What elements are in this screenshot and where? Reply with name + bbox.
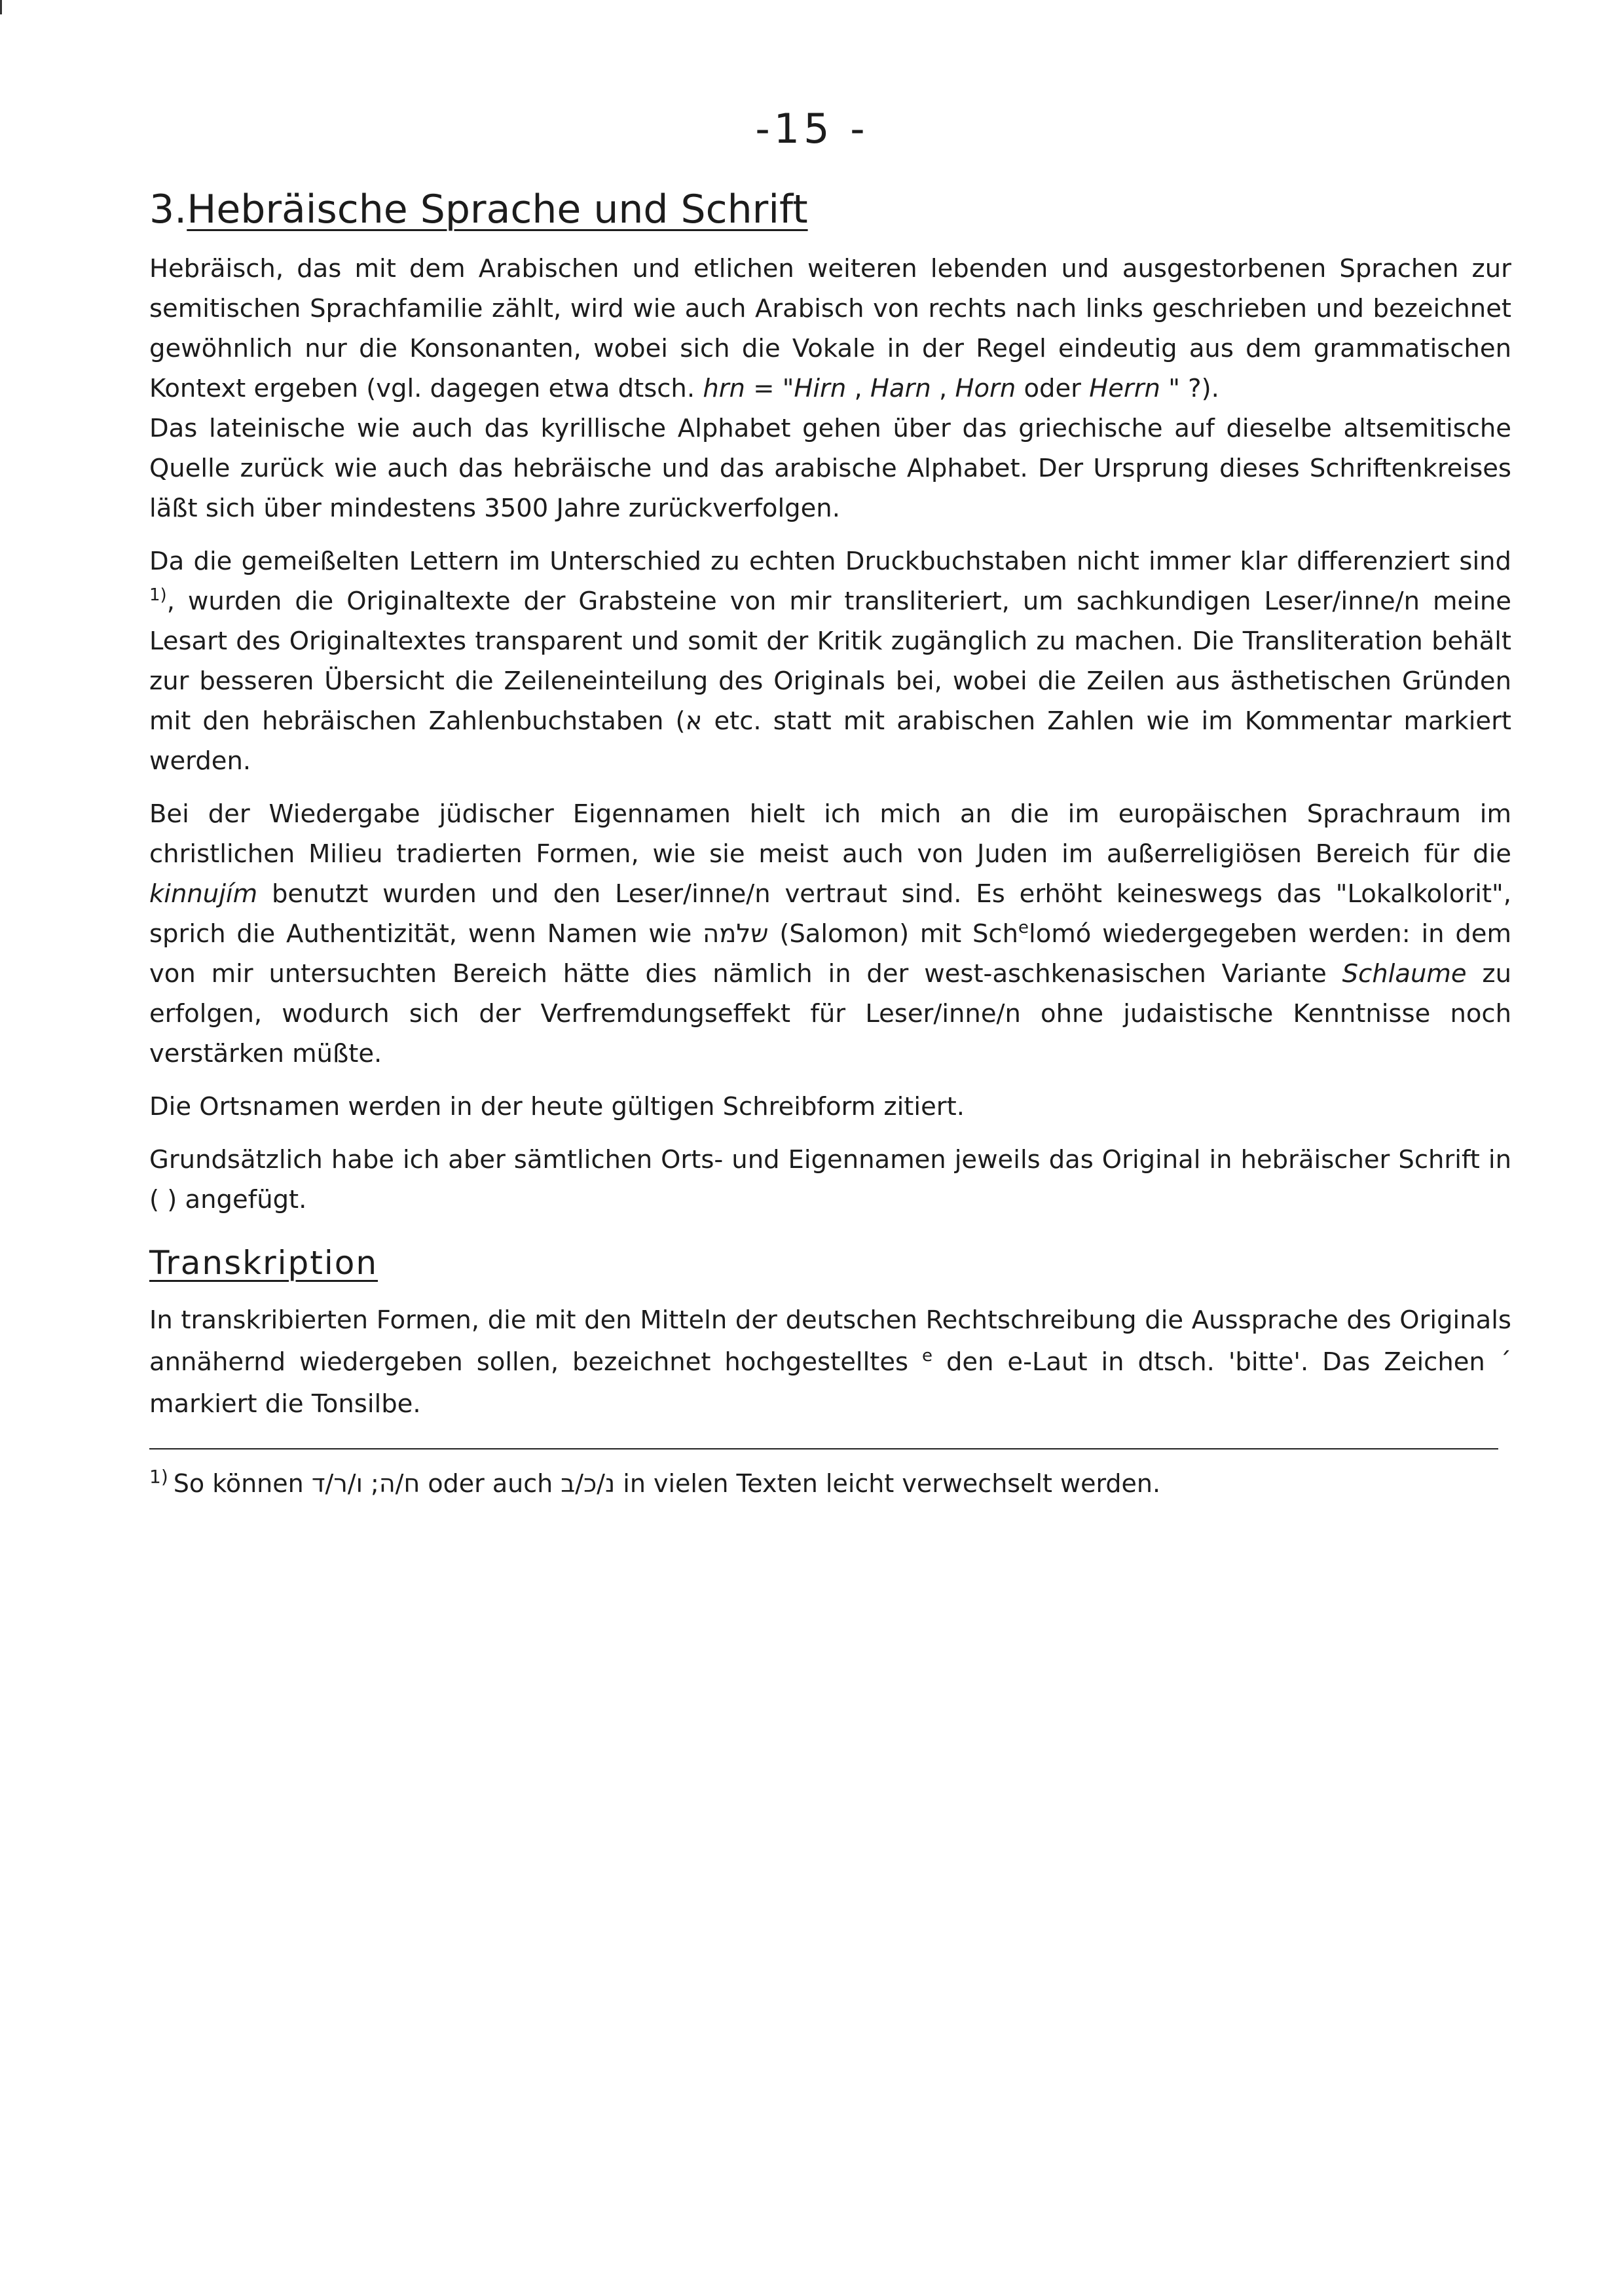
para3-text: Bei der Wiedergabe jüdischer Eigennamen hielt ich mich an die im europäischen Sprachraum im christlichen Milieu tradierten Formen, wie sie meist auch von Juden im außerreligiösen Bereich für die [149, 799, 1511, 869]
example-hirn: Hirn [794, 374, 847, 403]
term-kinnujim: kinnujím [149, 879, 258, 909]
paragraph-transkription [149, 1300, 1511, 1425]
footnote-text: oder auch [420, 1469, 561, 1498]
para1-text-alphabet: Das lateinische wie auch das kyrillische Alphabet gehen über das griechische auf dieselbe altsemitische Quelle zurück wie auch das hebräische und das arabische Alphabet. Der Ursprung dieses Schriftenkreises läßt sich über mindestens 3500 Jahre zurückverfolgen. [149, 414, 1511, 523]
term-schlaume: Schlaume [1342, 959, 1467, 989]
superscript-e: e [1018, 918, 1029, 938]
footnote-divider [149, 1448, 1498, 1449]
footnote-reference: 1) [149, 585, 167, 606]
para1-comma: , [931, 374, 955, 403]
footnote-number: 1) [149, 1466, 168, 1488]
paragraph-hebrew-script [149, 249, 1511, 528]
para1-oder: oder [1016, 374, 1090, 403]
chapter-title [149, 187, 808, 232]
paragraph-proper-names [149, 794, 1511, 1074]
example-harn: Harn [870, 374, 931, 403]
hebrew-letters: ו/ר/ד [311, 1469, 363, 1498]
hebrew-letters: ח/ה [378, 1469, 420, 1498]
para1-text: Hebräisch, das mit dem Arabischen und etlichen weiteren lebenden und ausgestorbenen Sprachen zur semitischen Sprachfamilie zählt, wird wie auch Arabisch von rechts nach links geschrieben und bezeichnet gewöhnlich nur die Konsonanten, wobei sich die Vokale in der Regel eindeutig aus dem grammatischen Kontext ergeben (vgl. dagegen etwa dtsch. [149, 254, 1511, 403]
hebrew-letters: נ/כ/ב [561, 1469, 616, 1498]
para2-text: , wurden die Originaltexte der Grabsteine von mir transliteriert, um sachkundigen Leser/inne/n meine Lesart des Originaltextes transparent und somit der Kritik zugänglich zu machen. Die Transliteration behält zur besseren Übersicht die Zeileneinteilung des Originals bei, wobei die Zeilen aus ästhetischen Gründen mit den hebräischen Zahlenbuchstaben ( [149, 587, 1511, 736]
hebrew-aleph: א [685, 706, 703, 736]
section-heading-transkription: Transkription [149, 1244, 378, 1282]
para2-text: Da die gemeißelten Lettern im Unterschied zu echten Druckbuchstaben nicht immer klar differenziert sind [149, 547, 1511, 576]
transkription-text [149, 1300, 1511, 1425]
scan-margin-mark [0, 0, 2, 14]
transkription-text-part: In transkribierten Formen, die mit den Mitteln der deutschen Rechtschreibung die Aussprache des Originals annähernd wiedergeben sollen, bezeichnet hochgestelltes [149, 1305, 1511, 1377]
transkription-text-part: den e-Laut in dtsch. 'bitte'. Das Zeichen ´ markiert die Tonsilbe. [149, 1347, 1512, 1419]
chapter-number: 3. [149, 187, 187, 232]
example-herrn: Herrn [1089, 374, 1160, 403]
paragraph-place-names: Die Ortsnamen werden in der heute gültigen Schreibform zitiert. [149, 1092, 965, 1121]
para3-text: zu erfolgen, wodurch sich der Verfremdungseffekt für Leser/inne/n ohne judaistische Kenntnisse noch verstärken müßte. [149, 959, 1511, 1068]
page-number: -15 - [755, 105, 869, 153]
footnote [149, 1465, 1160, 1502]
footnote-text: in vielen Texten leicht verwechselt werden. [615, 1469, 1161, 1498]
superscript-e: e [922, 1346, 933, 1366]
para3-text: lomó wiedergegeben werden: in dem von mir untersuchten Bereich hätte dies nämlich in der west-aschkenasischen Variante [149, 919, 1511, 989]
paragraph-transliteration [149, 541, 1511, 781]
example-hrn: hrn [703, 374, 745, 403]
para1-eq: = " [745, 374, 794, 403]
hebrew-shlomo: שלמה [703, 919, 769, 949]
para3-text: benutzt wurden und den Leser/inne/n vertraut sind. Es erhöht keineswegs das "Lokalkolorit", sprich die Authentizität, wenn Namen wie [149, 879, 1511, 949]
para3-text: (Salomon) mit Sch [768, 919, 1019, 949]
body-text [149, 249, 1511, 1233]
para2-text: etc. statt mit arabischen Zahlen wie im Kommentar markiert werden. [149, 706, 1512, 776]
footnote-text: ; [362, 1469, 379, 1498]
para1-end: " ?). [1160, 374, 1219, 403]
footnote-text: So können [173, 1469, 312, 1498]
example-horn: Horn [955, 374, 1016, 403]
chapter-title-text: Hebräische Sprache und Schrift [187, 187, 808, 232]
para1-comma: , [846, 374, 871, 403]
paragraph-original-script: Grundsätzlich habe ich aber sämtlichen Orts- und Eigennamen jeweils das Original in hebräischer Schrift in ( ) angefügt. [149, 1145, 1511, 1214]
